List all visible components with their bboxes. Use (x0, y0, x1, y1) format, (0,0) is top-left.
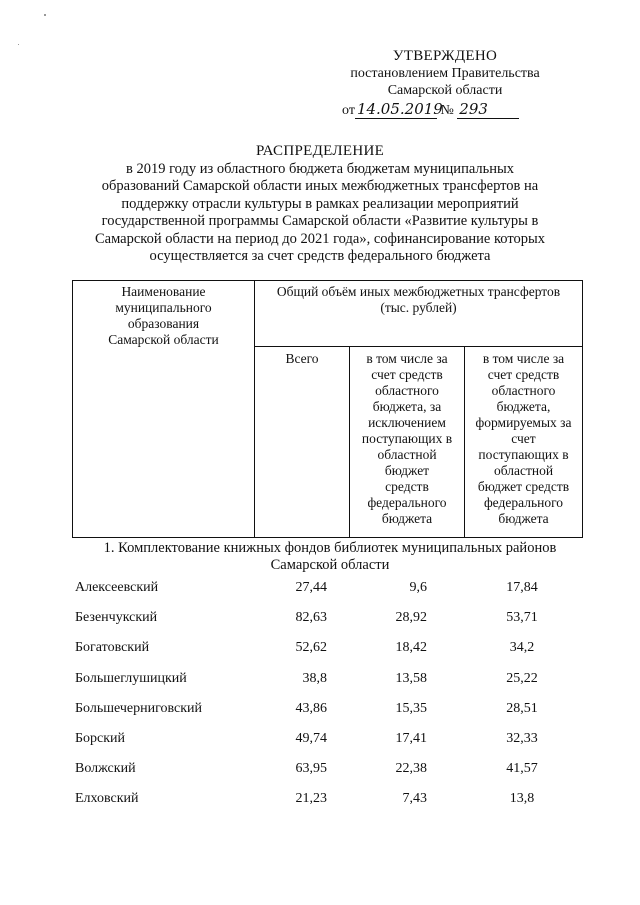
header-line: в том числе за (482, 351, 565, 366)
table-row (72, 640, 592, 670)
regional-value: 18,42 (395, 640, 427, 656)
total-value: 49,74 (295, 730, 327, 746)
regional-value: 15,35 (395, 700, 427, 716)
federal-value: 13,8 (509, 791, 535, 807)
federal-value: 17,84 (506, 580, 538, 595)
header-line: в том числе за (366, 351, 448, 366)
federal-value: 32,33 (506, 730, 538, 746)
municipality-name: Богатовский (75, 640, 150, 656)
table-row (72, 701, 592, 731)
header-line: средств (385, 479, 429, 494)
title-line: осуществляется за счет средств федерального бюджета (149, 248, 491, 264)
total-value: 38,8 (302, 670, 327, 686)
header-line: исключением (368, 415, 446, 430)
title-line: в 2019 году из областного бюджета бюджетам муниципальных (125, 160, 514, 177)
regional-value: 13,58 (395, 670, 427, 686)
municipality-name: Елховский (75, 791, 139, 807)
municipality-name: Алексеевский (75, 580, 159, 595)
total-value: 21,23 (295, 791, 327, 807)
header-line: формируемых за (475, 415, 572, 430)
title-line: государственной программы Самарской области «Развитие культуры в (101, 213, 539, 229)
municipality-name: Волжский (75, 761, 136, 777)
header-group (255, 281, 582, 347)
regional-value: 7,43 (402, 791, 427, 807)
table-row (72, 610, 592, 640)
table-header (72, 280, 583, 538)
document-title (60, 143, 580, 266)
total-value: 63,95 (295, 761, 327, 777)
table-row (72, 731, 592, 761)
scan-speck (44, 14, 46, 16)
header-line: бюджет средств (477, 479, 570, 494)
regional-value: 17,41 (395, 730, 427, 746)
approval-stamp (330, 48, 560, 119)
approval-heading: УТВЕРЖДЕНО (392, 48, 498, 64)
header-line: поступающих в (478, 447, 569, 462)
header-line: бюджета (381, 511, 433, 526)
header-line: бюджета, (496, 399, 551, 414)
total-value: 52,62 (295, 640, 327, 656)
from-label: от (342, 103, 355, 118)
total-value: 43,86 (295, 700, 327, 716)
header-federal (465, 347, 582, 537)
federal-value: 53,71 (506, 610, 538, 626)
total-value: 27,44 (295, 580, 327, 595)
header-line: (тыс. рублей) (380, 300, 457, 315)
section-line: Самарской области (270, 557, 390, 573)
header-line: счет (511, 431, 536, 446)
header-line: муниципального (115, 300, 212, 315)
header-line: федерального (367, 495, 447, 510)
header-line: Всего (285, 351, 319, 366)
regional-value: 28,92 (395, 610, 427, 626)
header-line: бюджет (384, 463, 430, 478)
header-line: Самарской области (108, 332, 219, 347)
header-line: счет средств (487, 367, 560, 382)
scan-speck (18, 44, 19, 45)
header-line: Общий объём иных межбюджетных трансфертов (276, 284, 561, 299)
federal-value: 41,57 (506, 761, 538, 777)
header-regional (350, 347, 465, 537)
section-heading (60, 540, 600, 574)
approval-date-line (330, 101, 560, 119)
federal-value: 28,51 (506, 700, 538, 716)
header-total (255, 347, 350, 537)
title-main: РАСПРЕДЕЛЕНИЕ (255, 143, 385, 159)
header-line: бюджета (498, 511, 549, 526)
approval-line: Самарской области (387, 83, 503, 98)
header-line: Наименование (121, 284, 206, 299)
header-line: областной (493, 463, 554, 478)
table-row (72, 761, 592, 791)
handwritten-number: 293 (457, 101, 519, 119)
federal-value: 34,2 (509, 640, 535, 656)
regional-value: 22,38 (395, 761, 427, 777)
header-line: областной (377, 447, 437, 462)
header-line: областного (491, 383, 556, 398)
table-row (72, 791, 592, 821)
title-line: поддержку отрасли культуры в рамках реализации мероприятий (121, 195, 519, 212)
header-line: федерального (483, 495, 564, 510)
total-value: 82,63 (295, 610, 327, 626)
title-line: образований Самарской области иных межбюджетных трансфертов на (101, 178, 539, 194)
header-municipality (73, 281, 255, 537)
municipality-name: Большечерниговский (75, 700, 203, 716)
header-line: образования (127, 316, 200, 331)
title-line: Самарской области на период до 2021 года», софинансирование которых (95, 230, 545, 247)
table-row (72, 671, 592, 701)
municipality-name: Большеглушицкий (75, 670, 187, 686)
header-line: областного (375, 383, 439, 398)
federal-value: 25,22 (506, 670, 538, 686)
data-rows (72, 580, 592, 822)
number-label: № (440, 103, 454, 118)
municipality-name: Безенчукский (75, 610, 158, 626)
header-line: бюджета, за (372, 399, 442, 414)
table-row (72, 580, 592, 610)
regional-value: 9,6 (409, 580, 427, 595)
handwritten-date: 14.05.2019 (356, 100, 443, 118)
municipality-name: Борский (75, 730, 126, 746)
header-line: поступающих в (361, 431, 453, 446)
approval-line: постановлением Правительства (350, 66, 540, 81)
section-line: 1. Комплектование книжных фондов библиотек муниципальных районов (103, 540, 557, 556)
header-line: счет средств (371, 367, 443, 382)
